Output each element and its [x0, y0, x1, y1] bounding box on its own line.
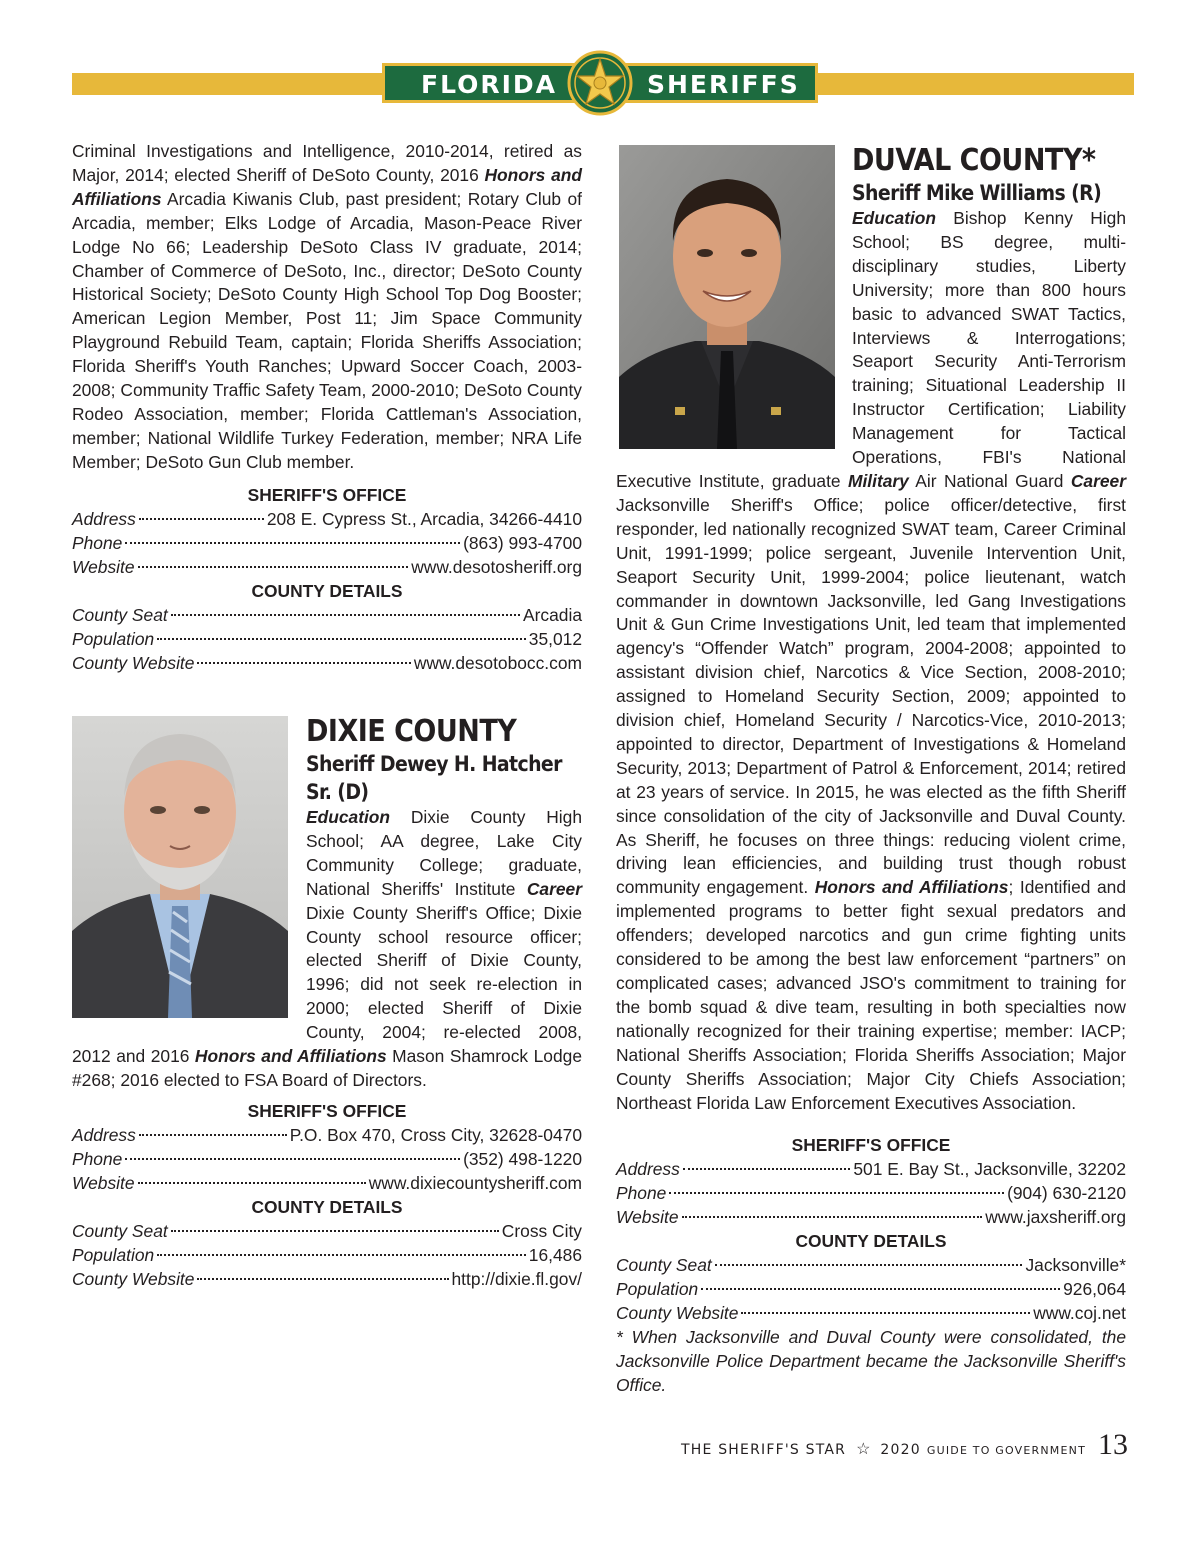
phone-label: Phone: [616, 1183, 667, 1204]
duval-phone-row: [616, 1181, 1126, 1205]
footer-guide-text: GUIDE TO GOVERNMENT: [926, 1444, 1086, 1457]
county-seat-label: County Seat: [616, 1255, 712, 1276]
dixie-sheriff-name: Sheriff Dewey H. Hatcher Sr. (D): [306, 752, 562, 804]
duval-county-heading: COUNTY DETAILS: [795, 1231, 947, 1252]
desoto-seat-row: [72, 603, 582, 627]
dixie-section: [72, 714, 582, 1291]
desoto-website-link[interactable]: www.desotosheriff.org: [411, 556, 582, 577]
duval-phone: (904) 630-2120: [1007, 1183, 1126, 1204]
star-outline-icon: ☆: [856, 1441, 871, 1458]
desoto-phone-row: [72, 531, 582, 555]
sheriff-star-icon: [567, 50, 633, 116]
desoto-county-website-link[interactable]: www.desotobocc.com: [413, 652, 582, 673]
dixie-honors-label: Honors and Affiliations: [194, 1046, 387, 1067]
page-footer: [681, 1428, 1128, 1462]
dixie-phone: (352) 498-1220: [463, 1148, 582, 1169]
county-website-label: County Website: [616, 1303, 739, 1324]
phone-label: Phone: [72, 532, 123, 553]
desoto-intro: Criminal Investigations and Intelligence, 2010-2014, retired as Major, 2014; elected Sheriff of DeSoto County, 2016: [72, 141, 582, 185]
website-label: Website: [72, 1172, 135, 1193]
duval-address: 501 E. Bay St., Jacksonville, 32202: [853, 1159, 1126, 1180]
duval-county-website-row: [616, 1301, 1126, 1325]
address-label: Address: [72, 508, 136, 529]
dixie-education-label: Education: [306, 807, 391, 827]
population-label: Population: [616, 1279, 699, 1300]
dixie-education-text: Dixie County High School; AA degree, Lake City Community College; graduate, National Sheriffs' Institute: [306, 807, 582, 899]
dixie-county-website-row: [72, 1267, 582, 1291]
address-label: Address: [72, 1124, 136, 1145]
desoto-county-website-row: [72, 651, 582, 675]
dixie-career-text: Dixie County Sheriff's Office; Dixie County school resource officer; elected Sheriff of Dixie County, 1996; did not seek re-election in 2000; elected Sheriff of Dixie County, 2004; re-elected 2008, 2012 and 2016: [72, 902, 582, 1067]
desoto-address-row: [72, 507, 582, 531]
county-website-label: County Website: [72, 1268, 195, 1289]
address-label: Address: [616, 1159, 680, 1180]
dixie-phone-row: [72, 1147, 582, 1171]
county-website-label: County Website: [72, 652, 195, 673]
desoto-seat: Arcadia: [523, 604, 582, 625]
population-label: Population: [72, 1244, 155, 1265]
county-seat-label: County Seat: [72, 1220, 168, 1241]
dixie-website-row: [72, 1171, 582, 1195]
duval-education-text: Bishop Kenny High School; BS degree, multi-disciplinary studies, Liberty University; more than 800 hours basic to advanced SWAT Tactics, Interviews & Interrogations; Seaport Security Anti-Terrorism training; Situational Leadership II Instructor Certification; Liability Management for Tactical Operations, FBI's National Executive Institute, graduate: [616, 208, 1126, 491]
dixie-county-heading: COUNTY DETAILS: [251, 1196, 403, 1217]
duval-seat: Jacksonville*: [1025, 1255, 1126, 1276]
desoto-honors-text: Arcadia Kiwanis Club, past president; Rotary Club of Arcadia, member; Elks Lodge of Arcadia, Mason-Peace River Lodge No 66; Leadership DeSoto Class IV graduate, 2014; Chamber of Commerce of DeSoto, Inc., director; DeSoto County Historical Society; DeSoto County High School Top Dog Booster; American Legion Member, Post 11; Jim Space Community Playground Rebuild Team, captain; Florida Sheriffs Association; Florida Sheriff's Youth Ranches; Upward Soccer Coach, 2003-2008; Community Traffic Safety Team, 2000-2010; DeSoto County Rodeo Association, member; Florida Cattleman's Association, member; National Wildlife Turkey Federation, member; NRA Life Member; DeSoto Gun Club member.: [72, 188, 582, 472]
population-label: Population: [72, 628, 155, 649]
dixie-county-title: DIXIE COUNTY: [306, 714, 517, 749]
duval-education-label: Education: [852, 208, 937, 228]
dixie-population: 16,486: [528, 1244, 582, 1265]
duval-population: 926,064: [1063, 1279, 1126, 1300]
header-left-word: FLORIDA: [421, 70, 558, 99]
duval-military-label: Military: [847, 470, 909, 491]
page-number: 13: [1098, 1428, 1128, 1461]
dixie-career-label: Career: [526, 878, 582, 899]
desoto-honors-label: Honors and Affiliations: [72, 164, 582, 209]
dixie-county-website-link[interactable]: http://dixie.fl.gov/: [451, 1268, 582, 1289]
desoto-phone: (863) 993-4700: [463, 532, 582, 553]
dixie-seat: Cross City: [501, 1220, 582, 1241]
dixie-website-link[interactable]: www.dixiecountysheriff.com: [368, 1172, 582, 1193]
header-right-word: SHERIFFS: [647, 70, 800, 99]
duval-honors-label: Honors and Affiliations: [814, 877, 1009, 898]
desoto-website-row: [72, 555, 582, 579]
duval-county-title: DUVAL COUNTY*: [852, 143, 1096, 178]
duval-career-label: Career: [1070, 470, 1126, 491]
dixie-address: P.O. Box 470, Cross City, 32628-0470: [289, 1124, 582, 1145]
desoto-population: 35,012: [528, 628, 582, 649]
website-label: Website: [72, 556, 135, 577]
duval-section: [616, 143, 1126, 1397]
duval-sheriff-name: Sheriff Mike Williams (R): [852, 181, 1102, 205]
dixie-address-row: [72, 1123, 582, 1147]
duval-website-link[interactable]: www.jaxsheriff.org: [985, 1207, 1126, 1228]
footer-publication: THE SHERIFF'S STAR: [681, 1442, 847, 1458]
duval-career-text: Jacksonville Sheriff's Office; police officer/detective, first responder, led nationally recognized SWAT team, Career Criminal Unit, 1991-1999; police sergeant, Juvenile Intervention Unit, Seaport Security Unit, 1999-2004; police lieutenant, watch commander in downtown Jacksonville, led Gang Investigations Unit & Gun Crime Investigations Unit, led team that implemented agency's “Offender Watch” program, 2004-2008; appointed to assistant division chief, Narcotics & Vice Section, 2008-2010; assigned to Homeland Security Section, 2009; appointed to division chief, Homeland Security / Narcotics-Vice, 2010-2013; appointed to director, Department of Investigations & Homeland Security, 2013; Department of Patrol & Enforcement, 2014; retired at 23 years of service. In 2015, he was elected as the fifth Sheriff since consolidation of the city of Jacksonville and Duval County. As Sheriff, he focuses on three things: reducing violent crime, driving lean efficiencies, and building trust though robust community engagement.: [616, 494, 1126, 898]
website-label: Website: [616, 1207, 679, 1228]
duval-footnote: * When Jacksonville and Duval County were consolidated, the Jacksonville Police Department became the Jacksonville Sheriff's Office.: [616, 1327, 1126, 1396]
dixie-office-heading: SHERIFF'S OFFICE: [247, 1100, 407, 1121]
desoto-county-heading: COUNTY DETAILS: [251, 580, 403, 601]
duval-website-row: [616, 1205, 1126, 1229]
desoto-population-row: [72, 627, 582, 651]
dixie-honors-text: Mason Shamrock Lodge #268; 2016 elected to FSA Board of Directors.: [72, 1046, 582, 1090]
desoto-bio: [72, 140, 582, 475]
duval-population-row: [616, 1277, 1126, 1301]
county-seat-label: County Seat: [72, 604, 168, 625]
duval-honors-text: ; Identified and implemented programs to better fight sexual predators and offenders; developed narcotics and gun crime fighting units considered to be among the best law enforcement “partners” on complicated cases; advanced JSO's commitment to training for the bomb squad & dive team, resulting in both specialties now nationally recognized for their training expertise; member: IACP; National Sheriffs Association; Florida Sheriffs Association; Major County Sheriffs Association; Major City Chiefs Association; Northeast Florida Law Enforcement Executives Association.: [616, 877, 1127, 1113]
phone-label: Phone: [72, 1148, 123, 1169]
duval-military-text: Air National Guard: [908, 470, 1071, 491]
desoto-section: [72, 140, 582, 675]
footer-guide-year: 2020: [880, 1442, 921, 1458]
duval-office-heading: SHERIFF'S OFFICE: [791, 1135, 951, 1156]
duval-seat-row: [616, 1253, 1126, 1277]
desoto-address: 208 E. Cypress St., Arcadia, 34266-4410: [266, 508, 582, 529]
dixie-seat-row: [72, 1219, 582, 1243]
duval-county-website-link[interactable]: www.coj.net: [1033, 1303, 1126, 1324]
desoto-office-heading: SHERIFF'S OFFICE: [247, 484, 407, 505]
duval-address-row: [616, 1157, 1126, 1181]
dixie-population-row: [72, 1243, 582, 1267]
